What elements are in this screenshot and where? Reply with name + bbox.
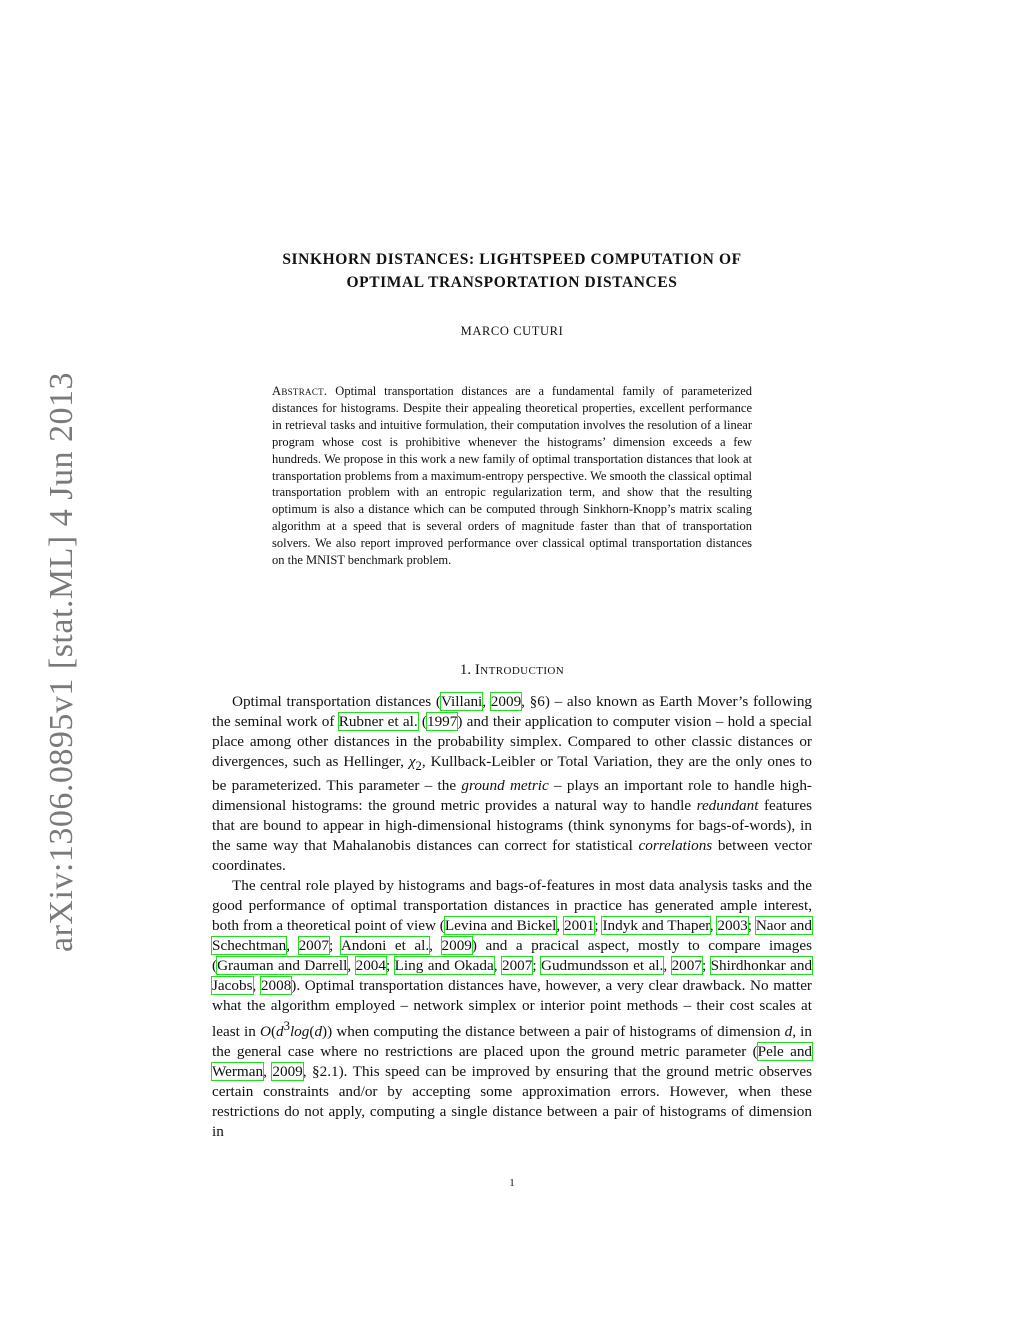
math: (	[270, 1023, 277, 1041]
title-line-1: SINKHORN DISTANCES: LIGHTSPEED COMPUTATION OF	[282, 251, 742, 268]
arxiv-identifier: arXiv:1306.0895v1 [stat.ML] 4 Jun 2013	[43, 372, 80, 952]
citation-link[interactable]: 2007	[501, 957, 533, 975]
math: d	[314, 1023, 323, 1041]
title-line-2: OPTIMAL TRANSPORTATION DISTANCES	[346, 274, 678, 291]
text: when computing the distance between a pair of histograms of dimension	[332, 1023, 785, 1041]
text: ,	[263, 1063, 273, 1081]
citation-link[interactable]: 2004	[355, 957, 386, 975]
emphasis: ground metric	[461, 777, 549, 795]
citation-link[interactable]: Rubner et al.	[338, 713, 418, 730]
citation-link[interactable]: Villani	[440, 693, 483, 710]
citation-link[interactable]: 2009	[441, 937, 472, 955]
citation-link[interactable]: 2009	[490, 693, 522, 710]
section-number: 1.	[459, 662, 472, 678]
body-text	[212, 692, 812, 1142]
math: ))	[322, 1023, 333, 1041]
text: – plays an important role to handle high-dimensional histograms: the ground metric provides a natural way to handle	[212, 777, 812, 815]
emphasis: redundant	[696, 797, 759, 815]
abstract	[272, 383, 752, 569]
text: ). Optimal transportation distances have, however, a very clear drawback. No matter what the algorithm employed – network simplex or interior point methods – their cost scales at least in	[212, 977, 812, 1041]
paragraph-2	[212, 876, 812, 1142]
text: ;	[328, 937, 341, 955]
text: , §6) – also known as Earth Mover’s following the seminal work of	[212, 693, 813, 730]
math: log	[289, 1023, 310, 1041]
citation-link[interactable]: Pele and Werman	[212, 1043, 813, 1081]
citation-link[interactable]: Ling and Okada	[394, 957, 494, 975]
paragraph-1	[212, 692, 812, 876]
abstract-text: Optimal transportation distances are a fundamental family of parameterized distances for histograms. Despite their appealing theoretical properties, excellent performance in retrieval tasks and intuitive formulation, their computation involves the resolution of a linear program whose cost is prohibitive whenever the histograms’ dimension exceeds a few hundreds. We propose in this work a new family of optimal transportation distances that look at transportation problems from a maximum-entropy perspective. We smooth the classical optimal transportation problem with an entropic regularization term, and show that the resulting optimum is also a distance which can be computed through Sinkhorn-Knopp’s matrix scaling algorithm at a speed that is several orders of magnitude faster than that of transportation solvers. We also report improved performance over classical optimal transportation distances on the MNIST benchmark problem.	[272, 384, 752, 568]
math-subscript: 2	[415, 759, 422, 774]
citation-link[interactable]: Gudmundsson et al.	[541, 957, 664, 975]
citation-link[interactable]: Andoni et al.	[340, 937, 430, 955]
citation-link[interactable]: Naor and Schechtman	[212, 917, 812, 955]
text: ,	[482, 693, 491, 710]
citation-link[interactable]: 2007	[298, 937, 329, 955]
emphasis: correlations	[638, 837, 713, 855]
text: The central role played by histograms and bags-of-features in most data analysis tasks and the good performance of optimal transportation distances in practice has generated ample interest, both from a theoretical point of view (	[212, 877, 812, 935]
paper-title	[212, 248, 812, 294]
text: ,	[709, 917, 718, 935]
citation-link[interactable]: 1997	[426, 713, 458, 730]
section-heading	[212, 662, 812, 679]
citation-link[interactable]: Levina and Bickel	[444, 917, 557, 935]
text: ,	[663, 957, 672, 975]
math-chi: χ	[408, 753, 416, 770]
abstract-label: Abstract.	[272, 384, 328, 398]
text: ,	[556, 917, 565, 935]
text: features that are bound to appear in high-dimensional histograms (think synonyms for bags-of-words), in the same way that Mahalanobis distances can correct for statistical	[212, 797, 813, 855]
page-number: 1	[509, 1177, 515, 1189]
text: ;	[594, 917, 603, 935]
citation-link[interactable]: Grauman and Darrell	[217, 957, 348, 975]
math: (	[309, 1023, 315, 1041]
text: between vector coordinates.	[212, 837, 812, 875]
text: ;	[385, 957, 395, 975]
text: Optimal transportation distances (	[232, 693, 441, 710]
text: , §2.1). This speed can be improved by ensuring that the ground metric observes certain constraints and/or by accepting some approximation errors. However, when these restrictions do not apply, computing a single distance between a pair of histograms of dimension in	[212, 1063, 813, 1141]
citation-link[interactable]: Indyk and Thaper	[602, 917, 710, 935]
citation-link[interactable]: 2007	[671, 957, 702, 975]
section-title: Introduction	[474, 662, 565, 678]
citation-link[interactable]: 2009	[272, 1063, 303, 1081]
citation-link[interactable]: 2003	[717, 917, 748, 935]
text: , Kullback-Leibler or Total Variation, they are the only ones to be parameterized. This parameter – the	[212, 753, 813, 795]
text: ,	[493, 957, 502, 975]
citation-link[interactable]: Shirdhonkar and Jacobs	[212, 957, 813, 995]
text: ,	[286, 937, 299, 955]
text: ,	[252, 977, 261, 995]
text: ) and a pracical aspect, mostly to compare images (	[212, 937, 813, 975]
math-superscript: 3	[283, 1019, 290, 1034]
text: ,	[347, 957, 356, 975]
text: ;	[532, 957, 541, 975]
math: d	[784, 1023, 793, 1041]
text: ,	[429, 937, 442, 955]
text: , in the general case where no restrictions are placed upon the ground metric parameter (	[212, 1023, 812, 1061]
text: (	[417, 713, 427, 730]
math: d	[276, 1023, 284, 1041]
text: ;	[747, 917, 756, 935]
text: ) and their application to computer vision – hold a special place among other distances in the probability simplex. Compared to other classic distances or divergences, such as Hellinger,	[212, 713, 813, 770]
citation-link[interactable]: 2001	[564, 917, 595, 935]
text: ;	[701, 957, 711, 975]
math: O	[260, 1023, 271, 1041]
citation-link[interactable]: 2008	[260, 977, 292, 995]
author-name: MARCO CUTURI	[460, 324, 564, 338]
